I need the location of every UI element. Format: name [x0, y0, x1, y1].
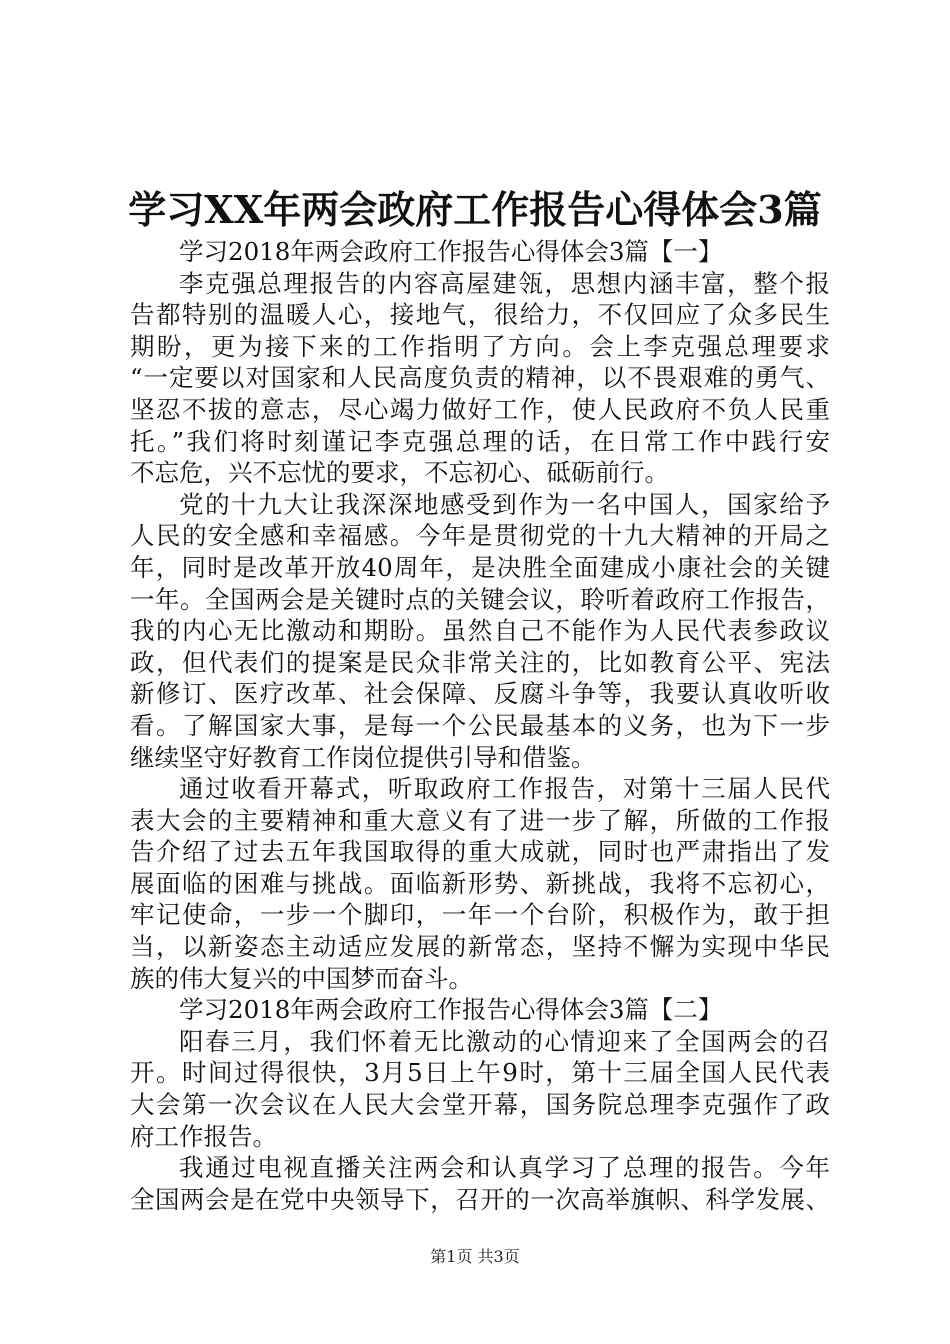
text-line: 开。时间过得很快，3月5日上午9时，第十三届全国人民代表	[130, 1058, 830, 1088]
text-line: 坚忍不拔的意志，尽心竭力做好工作，使人民政府不负人民重	[130, 394, 830, 424]
text-line: 府工作报告。	[130, 1121, 277, 1151]
text-line: 一年。全国两会是关键时点的关键会议，聆听着政府工作报告，	[130, 584, 830, 614]
page-footer: 第1页 共3页	[430, 1247, 520, 1266]
text-line: 牢记使命，一步一个脚印，一年一个台阶，积极作为，敢于担	[130, 900, 830, 930]
text-line: 年，同时是改革开放40周年，是决胜全面建成小康社会的关键	[130, 552, 830, 582]
document-body	[130, 236, 830, 1215]
text-line: 表大会的主要精神和重大意义有了进一步了解，所做的工作报	[130, 805, 830, 835]
text-line: 展面临的困难与挑战。面临新形势、新挑战，我将不忘初心，	[130, 868, 830, 898]
text-line: 托。”我们将时刻谨记李克强总理的话，在日常工作中践行安	[130, 426, 830, 456]
text-line: 不忘危，兴不忘忧的要求，不忘初心、砥砺前行。	[130, 458, 669, 488]
text-line: 告都特别的温暖人心，接地气，很给力，不仅回应了众多民生	[130, 300, 830, 330]
text-line: 党的十九大让我深深地感受到作为一名中国人，国家给予	[179, 489, 830, 519]
text-line: 大会第一次会议在人民大会堂开幕，国务院总理李克强作了政	[130, 1090, 830, 1120]
text-line: 看。了解国家大事，是每一个公民最基本的义务，也为下一步	[130, 710, 830, 740]
text-line: 期盼，更为接下来的工作指明了方向。会上李克强总理要求	[130, 331, 830, 361]
text-line: 全国两会是在党中央领导下，召开的一次高举旗帜、科学发展、	[130, 1184, 830, 1214]
text-line: 继续坚守好教育工作岗位提供引导和借鉴。	[130, 742, 596, 772]
text-line: 新修订、医疗改革、社会保障、反腐斗争等，我要认真收听收	[130, 679, 830, 709]
text-line: 政，但代表们的提案是民众非常关注的，比如教育公平、宪法	[130, 647, 830, 677]
text-line: 我通过电视直播关注两会和认真学习了总理的报告。今年	[179, 1153, 830, 1183]
text-line: 告介绍了过去五年我国取得的重大成就，同时也严肃指出了发	[130, 837, 830, 867]
text-line: 阳春三月，我们怀着无比激动的心情迎来了全国两会的召	[179, 1026, 830, 1056]
document-title: 学习XX年两会政府工作报告心得体会3篇	[128, 187, 822, 232]
text-line: 族的伟大复兴的中国梦而奋斗。	[130, 963, 473, 993]
text-line: 人民的安全感和幸福感。今年是贯彻党的十九大精神的开局之	[130, 521, 830, 551]
text-line: 学习2018年两会政府工作报告心得体会3篇【一】	[179, 237, 723, 266]
text-line: 当，以新姿态主动适应发展的新常态，坚持不懈为实现中华民	[130, 932, 830, 962]
text-line: “一定要以对国家和人民高度负责的精神，以不畏艰难的勇气、	[130, 363, 830, 393]
text-line: 学习2018年两会政府工作报告心得体会3篇【二】	[179, 995, 723, 1025]
text-line: 通过收看开幕式，听取政府工作报告，对第十三届人民代	[179, 774, 830, 804]
text-line: 李克强总理报告的内容高屋建瓴，思想内涵丰富，整个报	[179, 268, 830, 298]
text-line: 我的内心无比激动和期盼。虽然自己不能作为人民代表参政议	[130, 616, 830, 646]
